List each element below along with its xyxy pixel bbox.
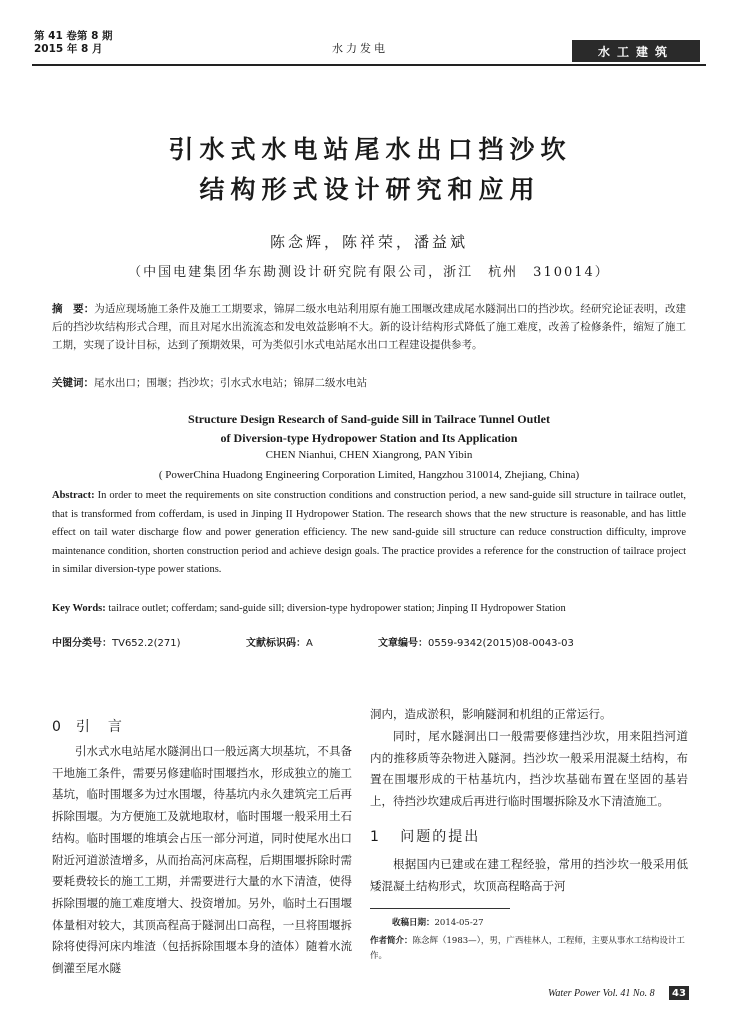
page-number: 43 [669,986,689,1000]
abstract-cn [52,300,686,354]
keywords-en [52,601,692,617]
section-0-heading [52,716,124,736]
abstract-cn-text: 为适应现场施工条件及施工工期要求，锦屏二级水电站利用原有施工围堰改建成尾水隧洞出口的挡沙坎。经研究论证表明，改建后的挡沙坎结构形式合理，而且对尾水出流流态和发电效益影响不大。新的设计结构形式降低了施工难度，改善了检修条件，缩短了施工工期，实现了设计目标，达到了预期效果，可为类似引水式电站尾水出口工程建设提供参考。 [52,303,687,351]
footnote-rule [370,908,510,909]
clc-value: TV652.2(271) [112,638,181,649]
keywords-cn-text: 尾水出口；围堰；挡沙坎；引水式水电站；锦屏二级水电站 [94,377,367,389]
abstract-cn-label: 摘 要： [52,303,95,315]
author-bio-text: 陈念辉（1983—），男，广西桂林人，工程师，主要从事水工结构设计工作。 [370,936,685,961]
title-line-2: 结构形式设计研究和应用 [199,175,541,204]
section-1-number: 1 [370,829,381,845]
doc-value: A [306,638,313,649]
clc-number [52,634,180,649]
keywords-en-text: tailrace outlet; cofferdam; sand-guide sill; diversion-type hydropower station; Jinping II Hydropower Station [105,603,566,614]
right-paragraph-3: 根据国内已建或在建工程经验，常用的挡沙坎一般采用低矮混凝土结构形式，坎顶高程略高于河 [370,857,688,893]
section-0-title: 引 言 [75,719,124,735]
footer-journal: Water Power Vol. 41 No. 8 [548,988,655,999]
english-affiliation: ( PowerChina Huadong Engineering Corporation Limited, Hangzhou 310014, Zhejiang, China) [158,469,580,481]
article-value: 0559-9342(2015)08-0043-03 [428,638,574,649]
received-label: 收稿日期： [392,918,435,928]
clc-label: 中图分类号： [52,638,112,649]
authors: 陈念辉，陈祥荣，潘益斌 [269,233,468,251]
article-label: 文章编号： [378,638,428,649]
right-paragraph-2: 同时，尾水隧洞出口一般需要修建挡沙坎，用来阻挡河道内的推移质等杂物进入隧洞。挡沙坎一般采用混凝土结构，布置在围堰形成的干枯基坑内，挡沙坎基础布置在坚固的基岩上，待挡沙坎建成后再进行临时围堰拆除及水下清渣施工。 [370,729,688,809]
issue-date: 2015 年 8 月 [34,43,103,55]
section-badge: 水工建筑 [572,40,700,62]
article-number [378,634,574,649]
keywords-cn [52,374,686,392]
author-bio [370,934,690,964]
abstract-en-text: In order to meet the requirements on site construction conditions and construction period, a new sand-guide sill structure in tailrace outlet, that is transformed from cofferdam, is used in Jinping II Hydropower Station. The research shows that the new structure is reasonable, and has little effect on tail water discharge flow and power generation efficiency. The new sand-guide sill structure can reduce construction difficulty, improve maintenance condition, shorten construction period and achieve design goals. The practice provides a reference for the construction of tailrace project in similar diversion-type power stations. [52,490,686,575]
section-0-number: 0 [52,719,63,735]
section-0-paragraph: 引水式水电站尾水隧洞出口一般远离大坝基坑，不具备干地施工条件，需要另修建临时围堰挡水，形成独立的施工基坑，临时围堰多为过水围堰，待基坑内永久建筑完工后再拆除围堰。为方便施工及就地取材，临时围堰一般采用土石结构。临时围堰的堆填会占压一部分河道，同时使尾水出口附近河道淤渣增多，从而抬高河床高程，后期围堰拆除时需要耗费较长的施工工期，并需要进行大量的水下清渣，使得拆除围堰的施工难度增大、投资增加。另外，临时土石围堰体量相对较大，其顶高程高于隧洞出口高程，一旦将围堰拆除将使得河床内堆渣（包括拆除围堰本身的渣体）随着水流倒灌至尾水隧 [52,744,352,976]
issue-info [34,30,113,56]
paragraph-continuation: 洞内，造成淤积，影响隧洞和机组的正常运行。 [370,707,612,721]
header-rule [32,64,706,66]
affiliation: （中国电建集团华东勘测设计研究院有限公司，浙江 杭州 310014） [128,265,610,280]
author-bio-label: 作者简介： [370,936,413,946]
received-value: 2014-05-27 [434,918,484,928]
title-line-1: 引水式水电站尾水出口挡沙坎 [168,135,572,164]
document-code [246,634,313,649]
keywords-en-label: Key Words: [52,603,106,614]
doc-label: 文献标识码： [246,638,306,649]
keywords-cn-label: 关键词： [52,377,94,389]
section-1-heading [370,826,480,846]
english-title-line-1: Structure Design Research of Sand-guide Sill in Tailrace Tunnel Outlet [188,412,550,426]
english-authors: CHEN Nianhui, CHEN Xiangrong, PAN Yibin [265,449,473,461]
english-title-line-2: of Diversion-type Hydropower Station and Its Application [220,431,518,445]
journal-name: 水力发电 [332,42,388,55]
abstract-en-label: Abstract: [52,490,95,501]
volume-issue: 第 41 卷第 8 期 [34,30,113,42]
abstract-en [52,487,686,580]
section-1-title: 问题的提出 [400,829,481,845]
received-date [392,916,702,931]
